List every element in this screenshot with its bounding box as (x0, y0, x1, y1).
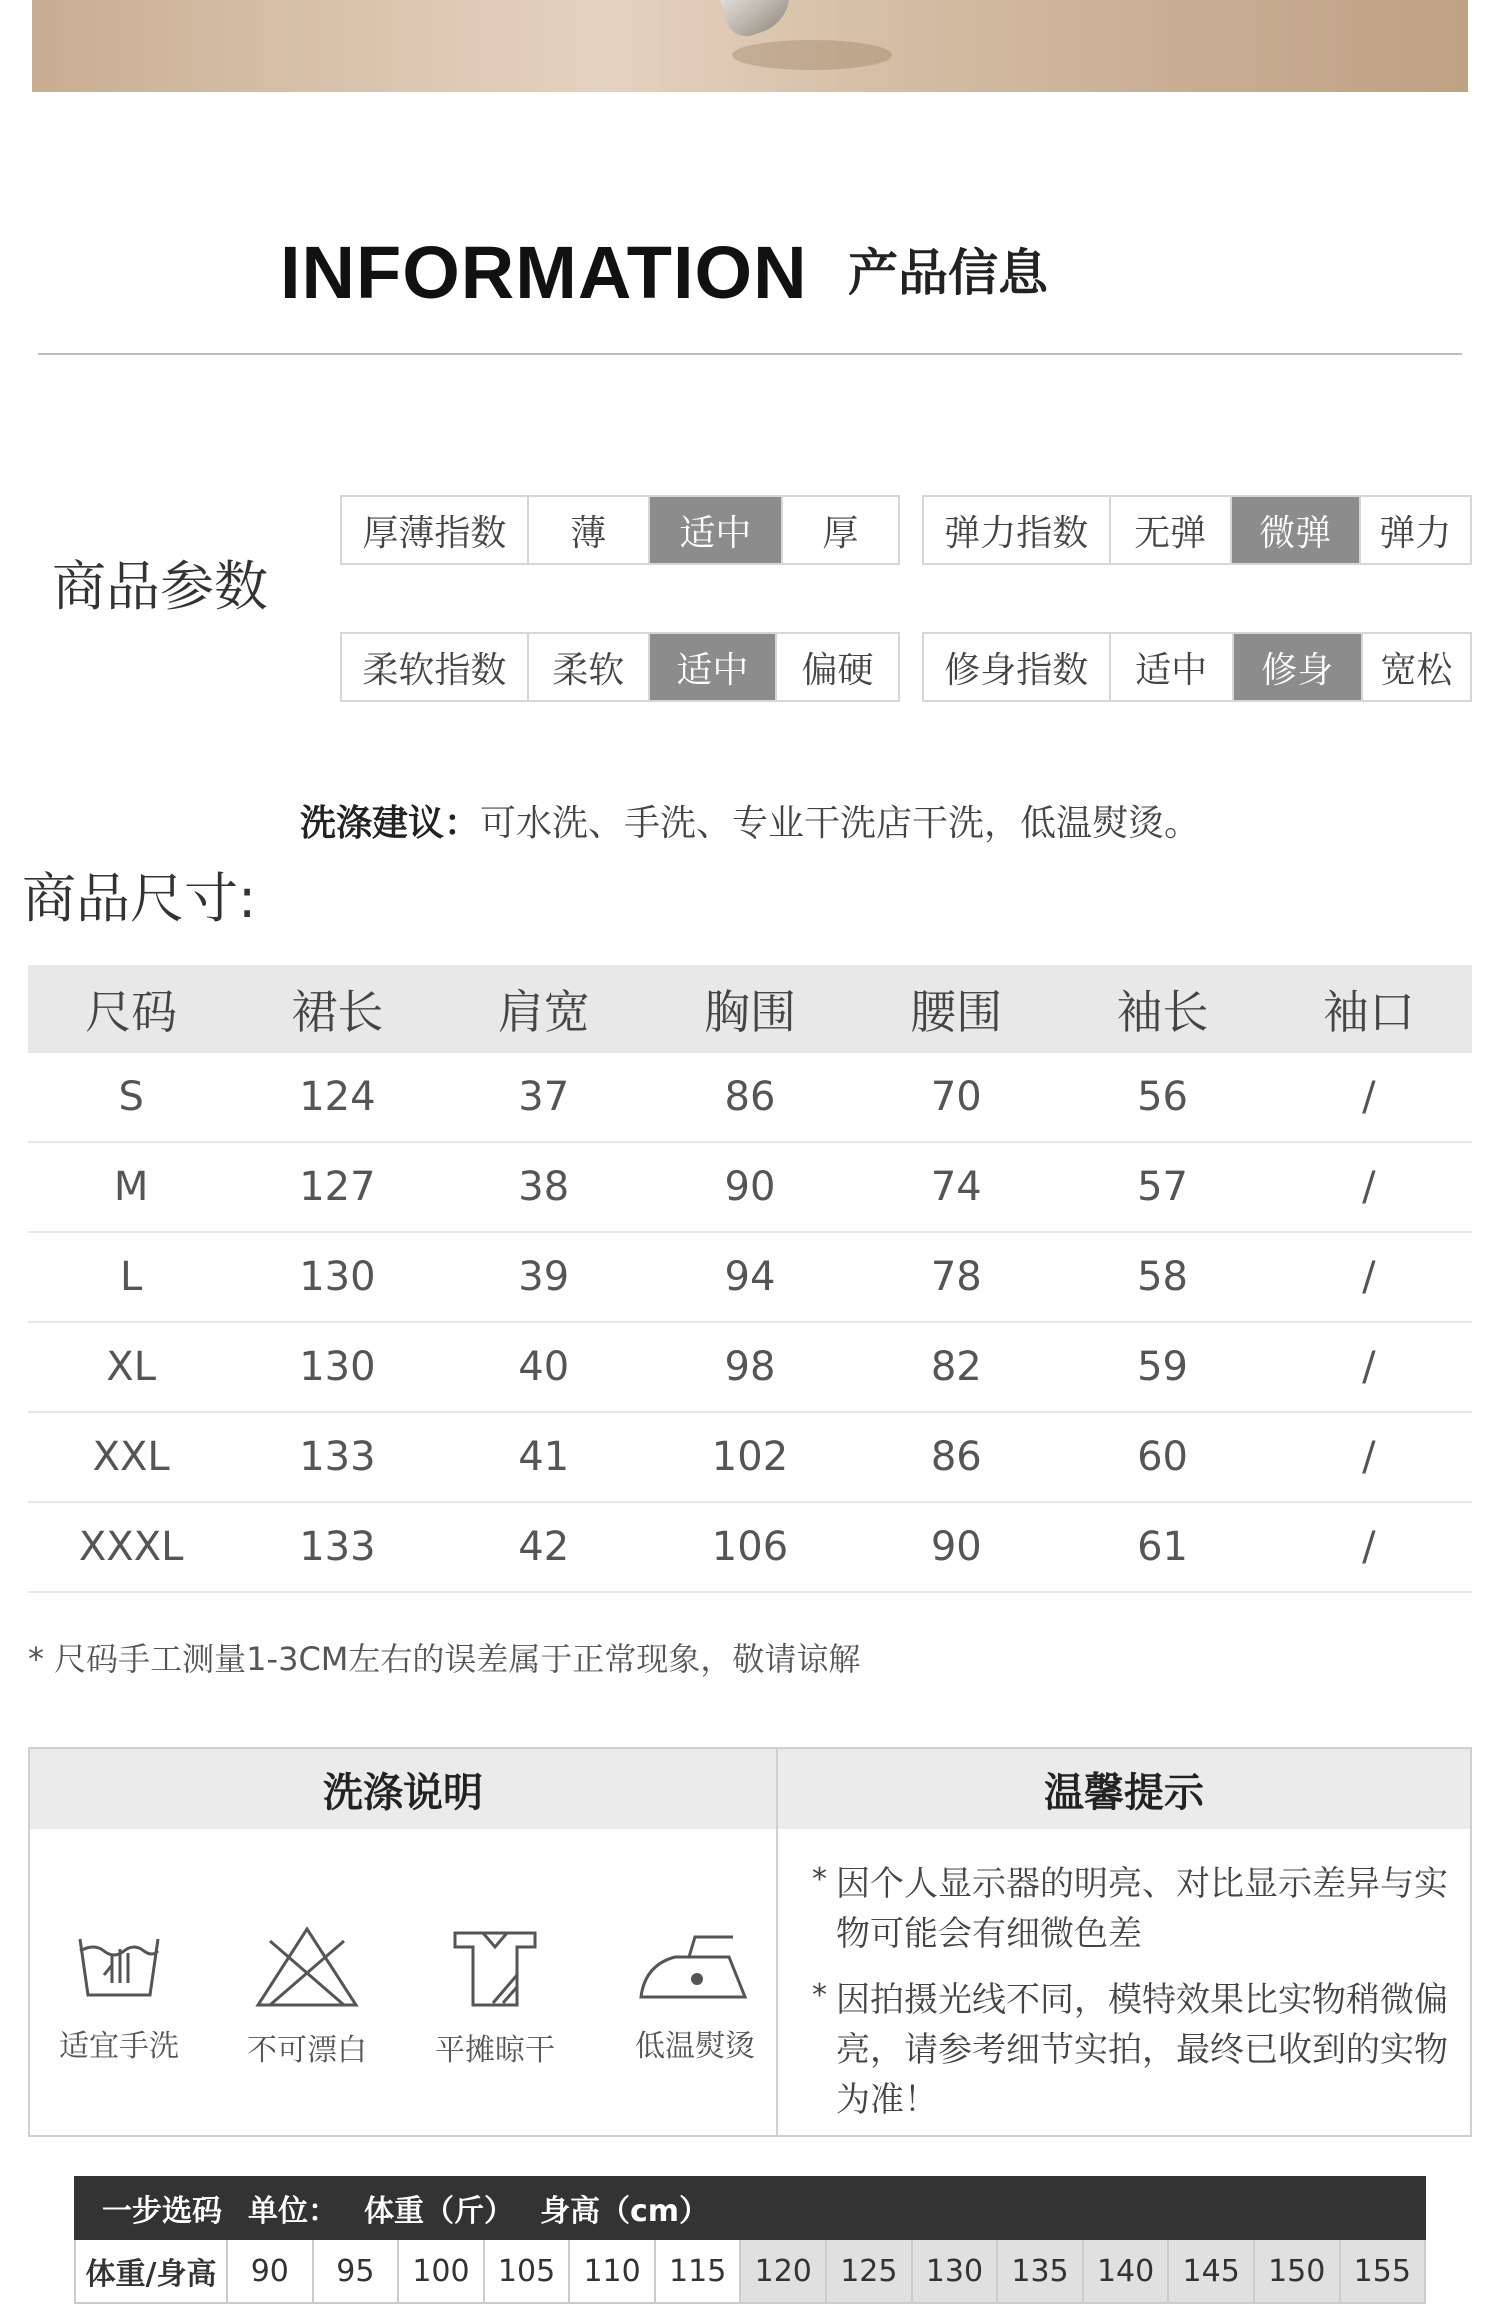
table-cell: XL (28, 1322, 234, 1412)
table-cell: 98 (647, 1322, 853, 1412)
size-table-header: 袖口 (1266, 965, 1472, 1053)
quick-cell: 105 (485, 2240, 571, 2302)
quick-cell: 150 (1255, 2240, 1341, 2302)
table-cell: 61 (1059, 1502, 1265, 1592)
size-table-header: 袖长 (1059, 965, 1265, 1053)
quick-size-table (74, 2176, 1426, 2304)
wash-instructions (30, 1749, 778, 2135)
size-label: 商品尺寸: (22, 867, 257, 930)
table-cell: / (1266, 1412, 1472, 1502)
table-cell: 40 (441, 1322, 647, 1412)
table-cell: 58 (1059, 1232, 1265, 1322)
param-option: 无弹 (1109, 497, 1230, 563)
wash-instructions-title: 洗涤说明 (30, 1749, 776, 1829)
param-option-selected: 微弹 (1230, 497, 1359, 563)
info-title: INFORMATION (280, 231, 808, 314)
table-cell: 90 (647, 1142, 853, 1232)
quick-cell: 95 (314, 2240, 400, 2302)
quick-cell: 135 (998, 2240, 1084, 2302)
table-cell: 70 (853, 1053, 1059, 1142)
tips-panel (778, 1749, 1470, 2135)
param-option: 偏硬 (775, 634, 898, 700)
table-cell: 38 (441, 1142, 647, 1232)
table-cell: / (1266, 1322, 1472, 1412)
table-cell: / (1266, 1502, 1472, 1592)
table-cell: 86 (647, 1053, 853, 1142)
size-note: * 尺码手工测量1-3CM左右的误差属于正常现象，敬请谅解 (28, 1640, 861, 1678)
quick-head-unit: 单位： (248, 2194, 338, 2229)
care-item-low-iron (630, 1925, 760, 2065)
divider (38, 353, 1462, 355)
table-cell: 78 (853, 1232, 1059, 1322)
param-option: 宽松 (1361, 634, 1470, 700)
size-table-header: 腰围 (853, 965, 1059, 1053)
quick-cell: 125 (827, 2240, 913, 2302)
table-row (28, 1412, 1472, 1502)
product-photo (32, 0, 1468, 92)
care-box (28, 1747, 1472, 2137)
table-cell: 39 (441, 1232, 647, 1322)
size-table-header: 尺码 (28, 965, 234, 1053)
info-subtitle: 产品信息 (848, 244, 1048, 302)
table-cell: 90 (853, 1502, 1059, 1592)
no-bleach-icon (252, 1925, 362, 2009)
param-option: 弹力 (1359, 497, 1470, 563)
table-cell: XXXL (28, 1502, 234, 1592)
quick-cell: 155 (1341, 2240, 1427, 2302)
shoe-image (714, 0, 800, 41)
care-label: 平摊晾干 (435, 2033, 555, 2068)
table-cell: 56 (1059, 1053, 1265, 1142)
table-cell: 130 (234, 1322, 440, 1412)
table-row (28, 1502, 1472, 1592)
size-table-header: 裙长 (234, 965, 440, 1053)
table-row (28, 1053, 1472, 1142)
quick-head-height: 身高（cm） (540, 2194, 710, 2229)
quick-size-header (74, 2176, 1426, 2240)
param-option: 薄 (527, 497, 648, 563)
table-cell: 133 (234, 1412, 440, 1502)
hand-wash-icon (74, 1925, 164, 2005)
quick-cell: 140 (1084, 2240, 1170, 2302)
care-label: 低温熨烫 (635, 2029, 755, 2064)
size-table-header: 肩宽 (441, 965, 647, 1053)
low-iron-icon (635, 1925, 755, 2005)
table-cell: 59 (1059, 1322, 1265, 1412)
table-cell: / (1266, 1232, 1472, 1322)
care-label: 适宜手洗 (59, 2029, 179, 2064)
care-item-dry-flat (430, 1925, 560, 2069)
quick-cell: 130 (913, 2240, 999, 2302)
table-cell: L (28, 1232, 234, 1322)
param-option: 厚 (781, 497, 898, 563)
table-cell: / (1266, 1053, 1472, 1142)
param-option-selected: 适中 (648, 634, 775, 700)
table-cell: 106 (647, 1502, 853, 1592)
table-row (28, 1322, 1472, 1412)
param-option-selected: 适中 (648, 497, 781, 563)
tip-item: * 因个人显示器的明亮、对比显示差异与实物可能会有细微色差 (812, 1859, 1452, 1959)
quick-head-title: 一步选码 (102, 2194, 222, 2229)
table-cell: 133 (234, 1502, 440, 1592)
quick-cell: 100 (399, 2240, 485, 2302)
param-name: 弹力指数 (944, 512, 1089, 554)
care-label: 不可漂白 (247, 2033, 367, 2068)
table-cell: M (28, 1142, 234, 1232)
table-cell: S (28, 1053, 234, 1142)
param-option: 柔软 (527, 634, 648, 700)
table-cell: 86 (853, 1412, 1059, 1502)
wash-advice (300, 803, 1201, 844)
table-cell: 57 (1059, 1142, 1265, 1232)
param-group (922, 495, 1472, 565)
care-item-no-bleach (242, 1925, 372, 2069)
table-cell: 82 (853, 1322, 1059, 1412)
table-cell: 41 (441, 1412, 647, 1502)
photo-shadow (732, 40, 892, 70)
quick-cell: 110 (570, 2240, 656, 2302)
table-cell: 127 (234, 1142, 440, 1232)
quick-row-label: 体重/身高 (76, 2240, 228, 2302)
quick-cell: 90 (228, 2240, 314, 2302)
table-cell: 74 (853, 1142, 1059, 1232)
wash-advice-text: 可水洗、手洗、专业干洗店干洗，低温熨烫。 (480, 803, 1201, 844)
table-cell: 94 (647, 1232, 853, 1322)
quick-size-row (74, 2240, 1426, 2304)
tip-item: * 因拍摄光线不同，模特效果比实物稍微偏亮，请参考细节实拍，最终已收到的实物为准！ (812, 1975, 1452, 2125)
table-cell: 42 (441, 1502, 647, 1592)
param-option: 适中 (1109, 634, 1232, 700)
param-group (922, 632, 1472, 702)
params-label: 商品参数 (52, 555, 268, 618)
param-group (340, 632, 900, 702)
table-row (28, 1232, 1472, 1322)
quick-cell: 115 (656, 2240, 742, 2302)
quick-cell: 145 (1169, 2240, 1255, 2302)
size-table-header: 胸围 (647, 965, 853, 1053)
param-name: 厚薄指数 (362, 512, 507, 554)
quick-head-weight: 体重（斤） (364, 2194, 514, 2229)
quick-cell: 120 (741, 2240, 827, 2302)
param-group (340, 495, 900, 565)
dry-flat-icon (445, 1925, 545, 2009)
table-cell: 60 (1059, 1412, 1265, 1502)
param-name: 修身指数 (944, 649, 1089, 691)
table-row (28, 1142, 1472, 1232)
size-table (28, 965, 1472, 1593)
wash-advice-label: 洗涤建议： (300, 803, 481, 844)
table-cell: 124 (234, 1053, 440, 1142)
table-cell: / (1266, 1142, 1472, 1232)
care-item-hand-wash (54, 1925, 184, 2065)
table-cell: 37 (441, 1053, 647, 1142)
param-name: 柔软指数 (362, 649, 507, 691)
param-option-selected: 修身 (1232, 634, 1361, 700)
tips-title: 温馨提示 (778, 1749, 1470, 1829)
table-cell: 130 (234, 1232, 440, 1322)
table-cell: 102 (647, 1412, 853, 1502)
table-cell: XXL (28, 1412, 234, 1502)
